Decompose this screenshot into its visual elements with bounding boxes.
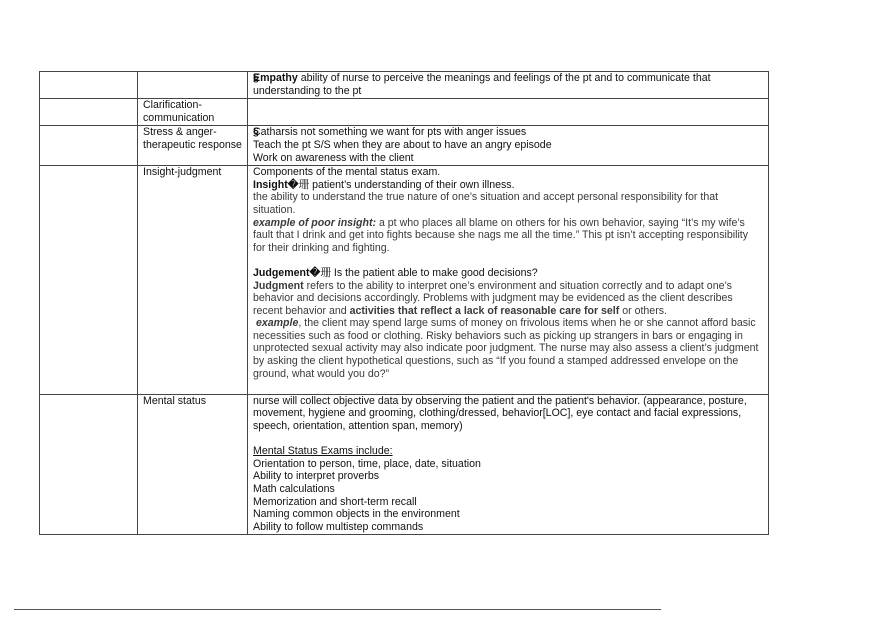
content-line: Work on awareness with the client xyxy=(253,151,414,164)
content-cell xyxy=(248,72,769,99)
insight-intro: Components of the mental status exam. xyxy=(253,166,441,179)
spacer xyxy=(253,380,763,393)
subtopic-cell: Stress & anger-therapeutic response xyxy=(138,126,248,166)
content-line: Catharsis not something we want for pts with anger issues xyxy=(253,126,527,139)
topic-cell xyxy=(40,394,138,535)
topic-cell xyxy=(40,166,138,395)
subtopic-cell: Insight-judgment xyxy=(138,166,248,395)
garbled-glyph-icon: � xyxy=(309,266,321,279)
list-item: Ability to follow multistep commands xyxy=(253,520,424,533)
mental-status-intro: nurse will collect objective data by observing the patient and the patient's behavior. (appearance, posture, movement, hygiene and grooming, clothing/dressed, behavior[LOC], eye contact and facial expressions, speech, orientation, attention span, memory) xyxy=(253,394,747,433)
judgement-heading: Judgement�珊 Is the patient able to make good decisions? xyxy=(253,266,538,279)
notes-table xyxy=(39,71,769,535)
spacer xyxy=(253,254,763,267)
content-cell xyxy=(248,126,769,166)
topic-cell xyxy=(40,99,138,126)
list-item: Naming common objects in the environment xyxy=(253,508,460,521)
judgement-example: example, the client may spend large sums of money on frivolous items when he or she cannot afford basic necessities such as food or clothing. Risky behaviors such as picking up strangers in bars or engaging in unprotected sexual activity may also indicate poor judgment. The nurse may also assess a client’s judgment by asking the client hypothetical questions, such as “If you found a stamped addressed envelope on the ground, what would you do?” xyxy=(253,317,759,380)
empathy-term: Empathy xyxy=(253,72,298,84)
table-row xyxy=(40,72,769,99)
insight-example: example of poor insight: a pt who places all blame on others for his own behavior, saying “It’s my wife’s fault that I drink and get into fights because she nags me all the time.” This pt isn’t accepting responsibility for their drinking and fighting. xyxy=(253,216,749,254)
judgement-definition: Judgment refers to the ability to interpret one’s environment and situation correctly and to adapt one’s behavior and decisions accordingly. Problems with judgment may be evidenced as the client describes recent behavior and activities that reflect a lack of reasonable care for self or others. xyxy=(253,279,733,317)
empathy-text: ability of nurse to perceive the meanings and feelings of the pt and to communicate that understanding to the pt xyxy=(253,72,711,97)
topic-cell xyxy=(40,126,138,166)
garbled-glyph-icon: � xyxy=(287,178,299,191)
topic-cell xyxy=(40,72,138,99)
table-row xyxy=(40,394,769,535)
footer-divider xyxy=(14,609,661,610)
list-item: Orientation to person, time, place, date, situation xyxy=(253,457,481,470)
insight-definition: the ability to understand the true nature of one’s situation and accept personal responsibility for that situation. xyxy=(253,191,719,216)
content-cell xyxy=(248,166,769,395)
table-row xyxy=(40,126,769,166)
table-row xyxy=(40,166,769,395)
content-cell xyxy=(248,394,769,535)
garbled-cjk-icon: 珊 xyxy=(320,266,331,279)
subtopic-cell: Mental status xyxy=(138,394,248,535)
subtopic-cell xyxy=(138,72,248,99)
subtopic-cell: Clarification-communication xyxy=(138,99,248,126)
spacer xyxy=(253,433,763,446)
insight-heading: Insight�珊 patient’s understanding of their own illness. xyxy=(253,178,515,191)
content-cell xyxy=(248,99,769,126)
list-item: Memorization and short-term recall xyxy=(253,495,417,508)
mental-status-list-heading: Mental Status Exams include: xyxy=(253,445,393,458)
list-item: Math calculations xyxy=(253,483,335,495)
garbled-cjk-icon: 珊 xyxy=(298,178,310,191)
list-item: Ability to interpret proverbs xyxy=(253,470,380,483)
content-line: Teach the pt S/S when they are about to have an angry episode xyxy=(253,138,552,151)
table-row xyxy=(40,99,769,126)
